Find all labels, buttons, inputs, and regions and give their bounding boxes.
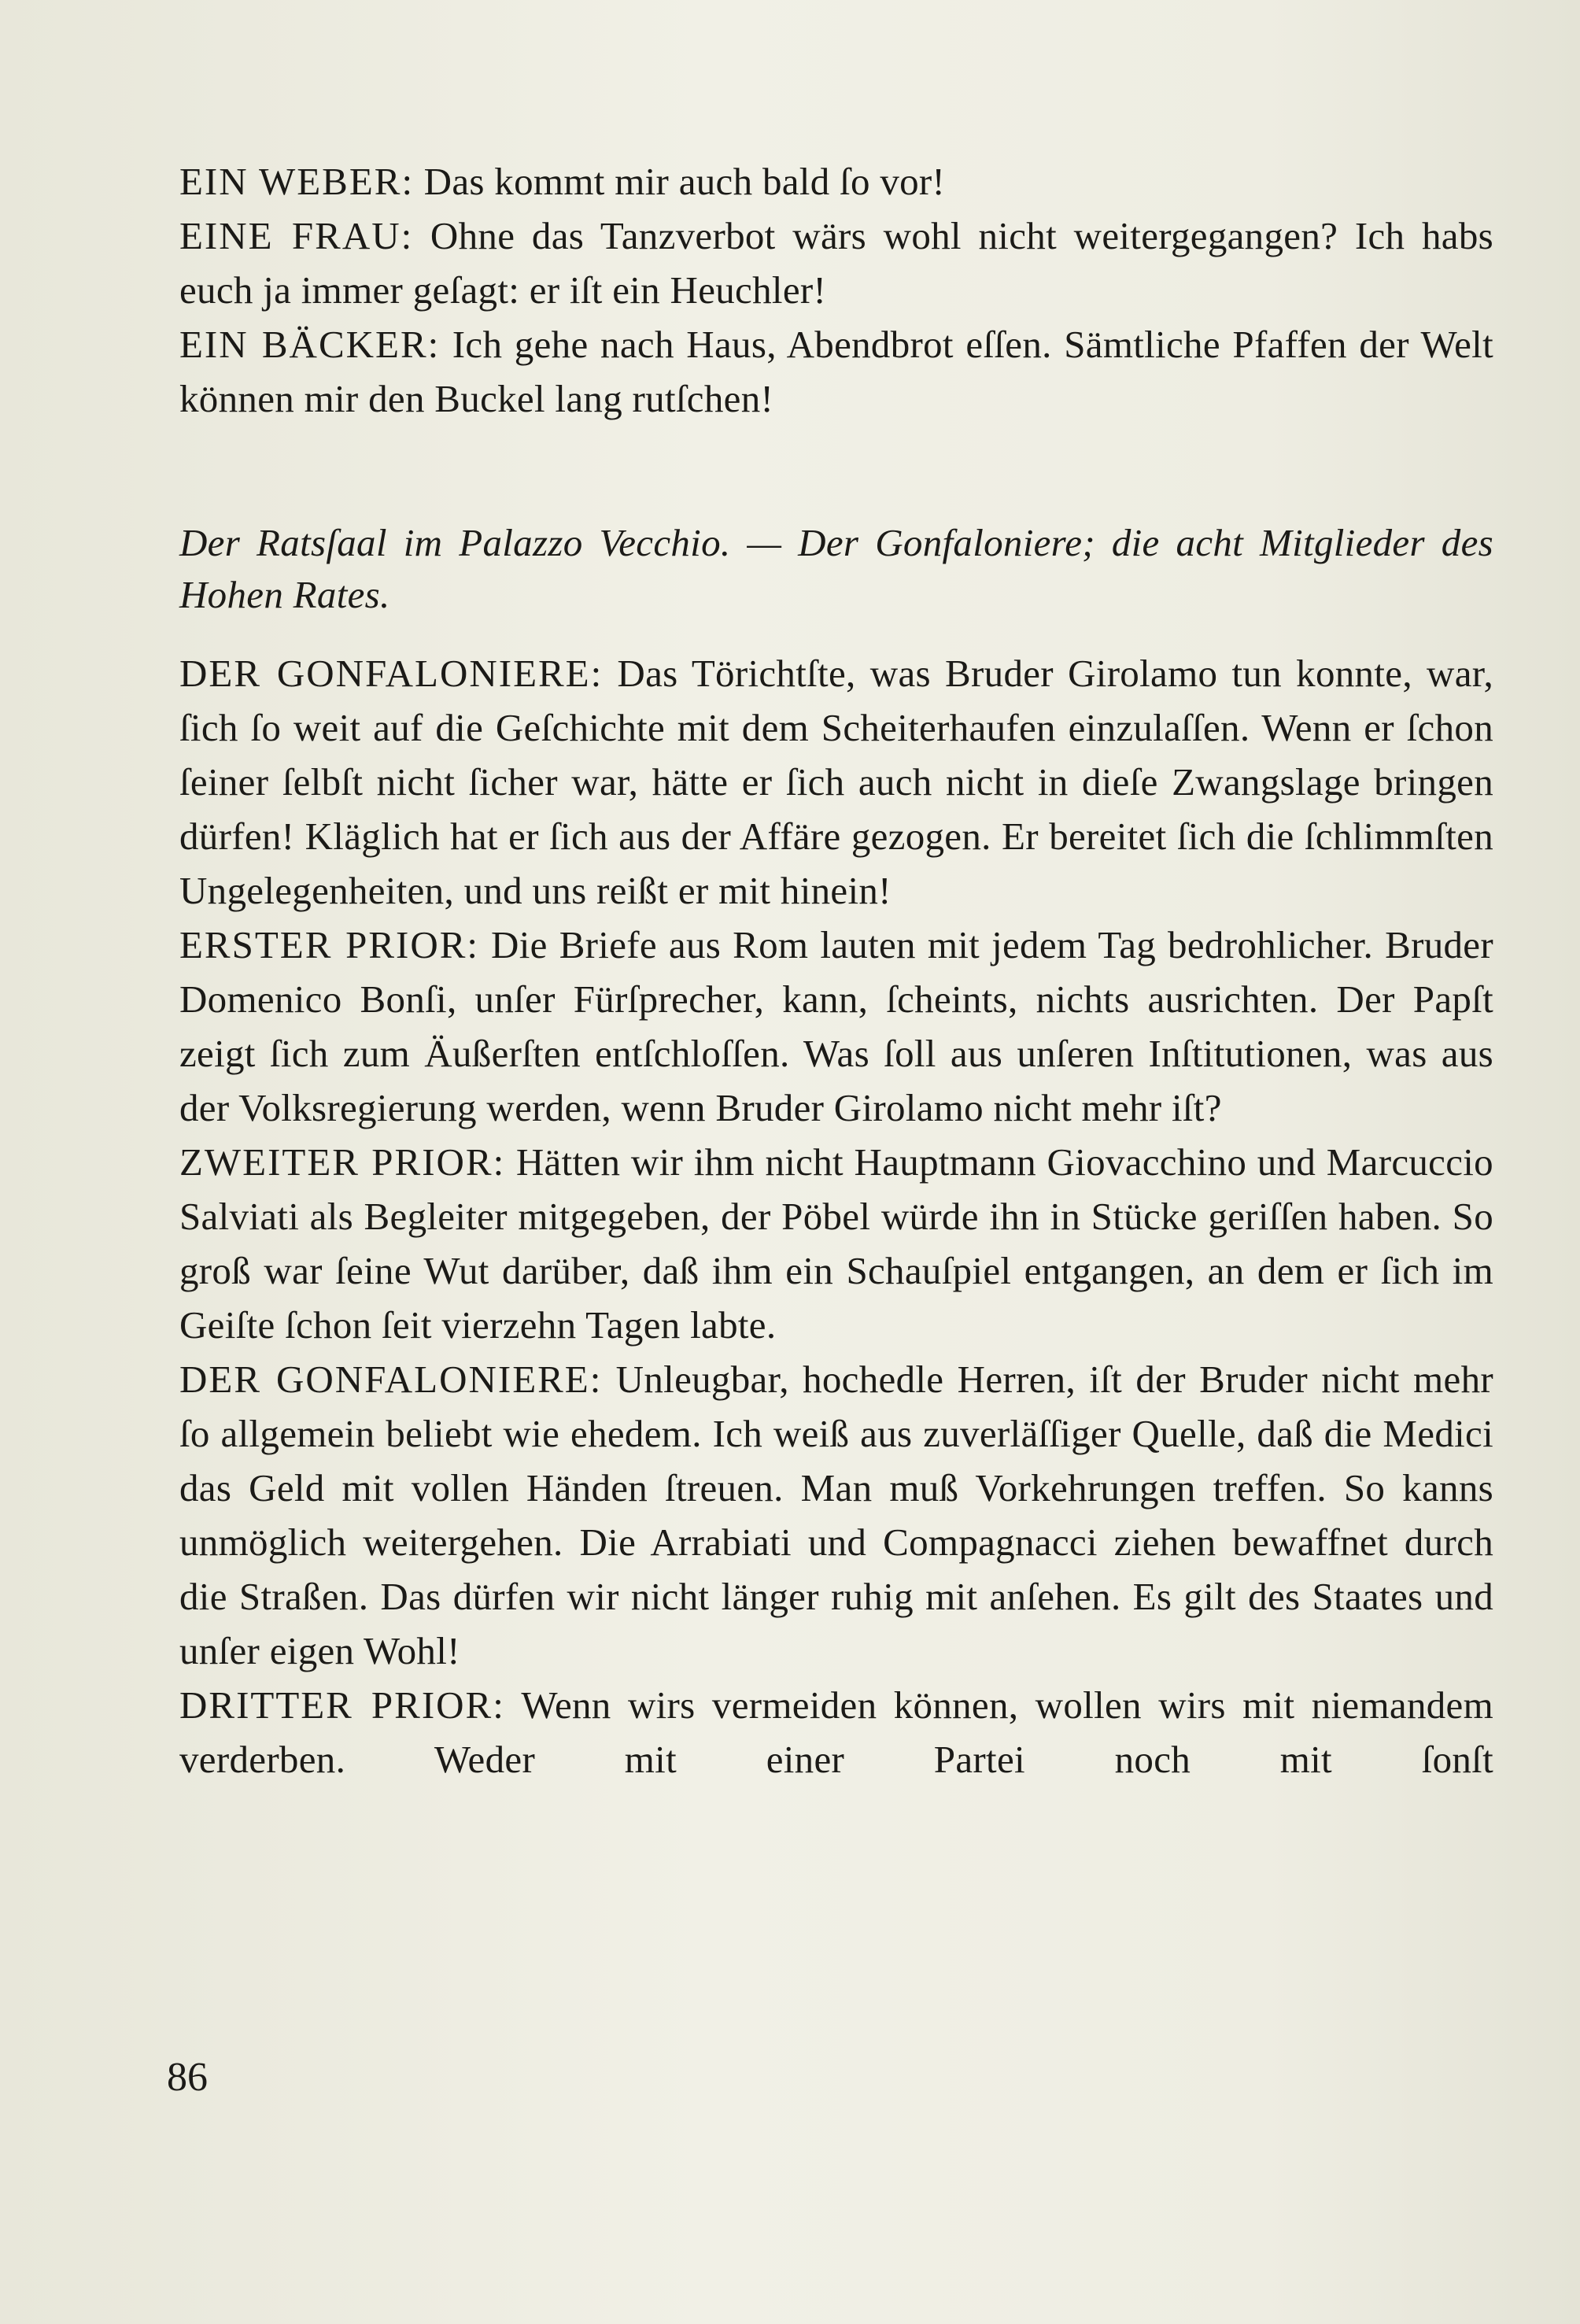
speech-text: Unleugbar, hochedle Herren, iſt der Bruder nicht mehr ſo allgemein beliebt wie ehedem. Ich weiß aus zuverläſſiger Quelle, daß die Medici das Geld mit vollen Händen ſtreuen. Man muß Vorkehrungen treffen. So kanns unmöglich weitergehen. Die Arrabiati und Compagnacci ziehen bewaffnet durch die Straßen. Das dürfen wir nicht länger ruhig mit anſehen. Es gilt des Staates und unſer eigen Wohl! [179,1358,1493,1672]
speech-text: Die Briefe aus Rom lauten mit jedem Tag bedrohlicher. Bruder Domenico Bonſi, unſer Fürſprecher, kann, ſcheints, nichts ausrichten. Der Papſt zeigt ſich zum Äußerſten entſchloſſen. Was ſoll aus unſeren Inſtitutionen, was aus der Volksregierung werden, wenn Bruder Girolamo nicht mehr iſt? [179,923,1493,1129]
stage-direction: Der Ratsſaal im Palazzo Vecchio. — Der Gonfaloniere; die acht Mitglieder des Hohen Rates. [179,521,1493,616]
page-number: 86 [167,2055,208,2100]
speech-dritter-prior [179,1678,1493,1786]
speech-ein-weber [179,154,1493,209]
speech-text: Wenn wirs vermeiden können, wollen wirs mit niemandem verderben. Weder mit einer Partei noch mit ſonſt [179,1683,1494,1781]
scene-one [179,154,1493,426]
speech-zweiter-prior [179,1135,1493,1352]
speech-text: Hätten wir ihm nicht Hauptmann Giovacchino und Marcuccio Salviati als Begleiter mitgegeben, der Pöbel würde ihn in Stücke geriſſen haben. So groß war ſeine Wut darüber, daß ihm ein Schauſpiel entgangen, an dem er ſich im Geiſte ſchon ſeit vierzehn Tagen labte. [179,1140,1493,1347]
speaker-name: EINE FRAU: [179,214,414,257]
speech-gonfaloniere-1 [179,646,1493,918]
speaker-name: EIN BÄCKER: [179,323,441,366]
speech-eine-frau [179,209,1493,317]
speech-gonfaloniere-2 [179,1352,1493,1678]
speech-erster-prior [179,918,1493,1135]
speaker-name: EIN WEBER: [179,160,415,203]
speech-text: Ich gehe nach Haus, Abendbrot eſſen. Sämtliche Pfaffen der Welt können mir den Buckel lang rutſchen! [179,323,1493,420]
speaker-name: ERSTER PRIOR: [179,923,480,966]
stage-direction-block [179,517,1493,621]
speaker-name: DRITTER PRIOR: [179,1683,505,1727]
speech-ein-baecker [179,317,1493,426]
speech-text: Das kommt mir auch bald ſo vor! [423,160,946,203]
speech-text: Ohne das Tanzverbot wärs wohl nicht weitergegangen? Ich habs euch ja immer geſagt: er iſt ein Heuchler! [179,214,1493,312]
speaker-name: DER GONFALONIERE: [179,1358,603,1401]
scene-two [179,646,1493,1786]
speech-text: Das Törichtſte, was Bruder Girolamo tun konnte, war, ſich ſo weit auf die Geſchichte mit dem Scheiterhaufen einzulaſſen. Wenn er ſchon ſeiner ſelbſt nicht ſicher war, hätte er ſich auch nicht in dieſe Zwangslage bringen dürfen! Kläglich hat er ſich aus der Affäre gezogen. Er bereitet ſich die ſchlimmſten Ungelegenheiten, und uns reißt er mit hinein! [179,652,1493,912]
speaker-name: ZWEITER PRIOR: [179,1140,506,1184]
speaker-name: DER GONFALONIERE: [179,652,604,695]
